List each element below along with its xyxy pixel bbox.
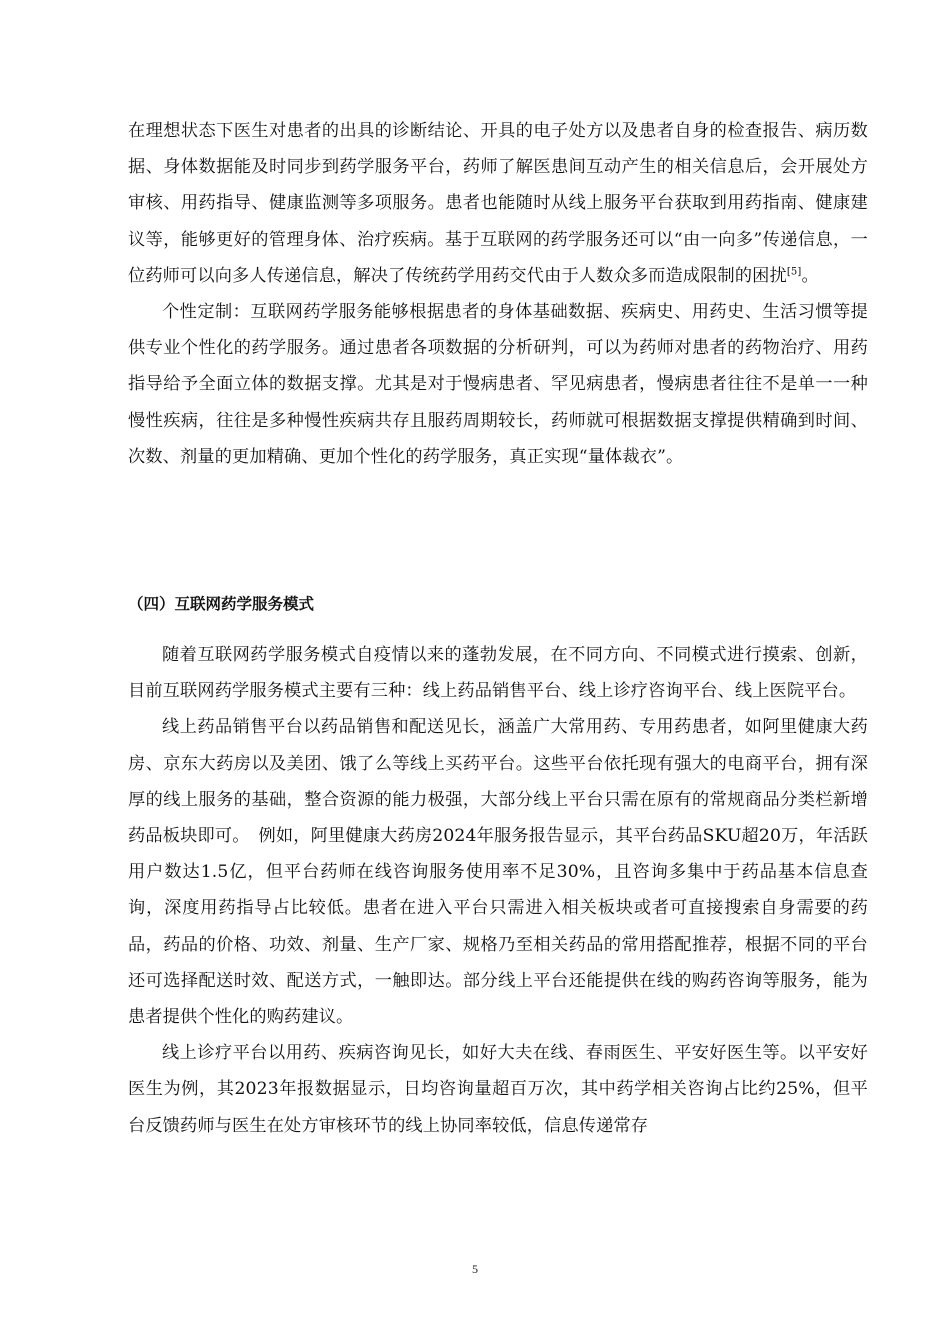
paragraph-end: 。 — [801, 265, 819, 286]
citation-reference: [5] — [786, 266, 802, 278]
section-heading: （四）互联网药学服务模式 — [128, 595, 315, 613]
section-body-top — [128, 113, 868, 475]
paragraph-drug-sales-platform: 线上药品销售平台以药品销售和配送见长，涵盖广大常用药、专用药患者，如阿里健康大药房、京东大药房以及美团、饿了么等线上买药平台。这些平台依托现有强大的电商平台，拥有深厚的线上服务的基础，整合资源的能力极强，大部分线上平台只需在原有的常规商品分类栏新增药品板块即可。 例如，阿里健康大药房2024年服务报告显示，其平台药品SKU超20万，年活跃用户数达1.5亿，但平台药师在线咨询服务使用率不足30%，且咨询多集中于药品基本信息查询，深度用药指导占比较低。患者在进入平台只需进入相关板块或者可直接搜索自身需要的药品，药品的价格、功效、剂量、生产厂家、规格乃至相关药品的常用搭配推荐，根据不同的平台还可选择配送时效、配送方式，一触即达。部分线上平台还能提供在线的购药咨询等服务，能为患者提供个性化的购药建议。 — [128, 717, 868, 1028]
section-body-models — [128, 637, 868, 1144]
paragraph-personalization: 个性定制：互联网药学服务能够根据患者的身体基础数据、疾病史、用药史、生活习惯等提供专业个性化的药学服务。通过患者各项数据的分析研判，可以为药师对患者的药物治疗、用药指导给予全面立体的数据支撑。尤其是对于慢病患者、罕见病患者，慢病患者往往不是单一一种慢性疾病，往往是多种慢性疾病共存且服药周期较长，药师就可根据数据支撑提供精确到时间、次数、剂量的更加精确、更加个性化的药学服务，真正实现“量体裁衣”。 — [128, 302, 868, 467]
paragraph-text: 在理想状态下医生对患者的出具的诊断结论、开具的电子处方以及患者自身的检查报告、病历数据、身体数据能及时同步到药学服务平台，药师了解医患间互动产生的相关信息后，会开展处方审核、用药指导、健康监测等多项服务。患者也能随时从线上服务平台获取到用药指南、健康建议等，能够更好的管理身体、治疗疾病。基于互联网的药学服务还可以“由一向多”传递信息，一位药师可以向多人传递信息，解决了传统药学用药交代由于人数众多而造成限制的困扰 — [128, 121, 868, 286]
paragraph-consultation-platform: 线上诊疗平台以用药、疾病咨询见长，如好大夫在线、春雨医生、平安好医生等。以平安好医生为例，其2023年报数据显示，日均咨询量超百万次，其中药学相关咨询占比约25%，但平台反馈药师与医生在处方审核环节的线上协同率较低，信息传递常存 — [128, 1043, 868, 1136]
page-number: 5 — [472, 1262, 478, 1276]
paragraph-models-intro: 随着互联网药学服务模式自疫情以来的蓬勃发展，在不同方向、不同模式进行摸索、创新，目前互联网药学服务模式主要有三种：线上药品销售平台、线上诊疗咨询平台、线上医院平台。 — [128, 645, 868, 702]
paragraph-data-sharing — [128, 113, 868, 294]
